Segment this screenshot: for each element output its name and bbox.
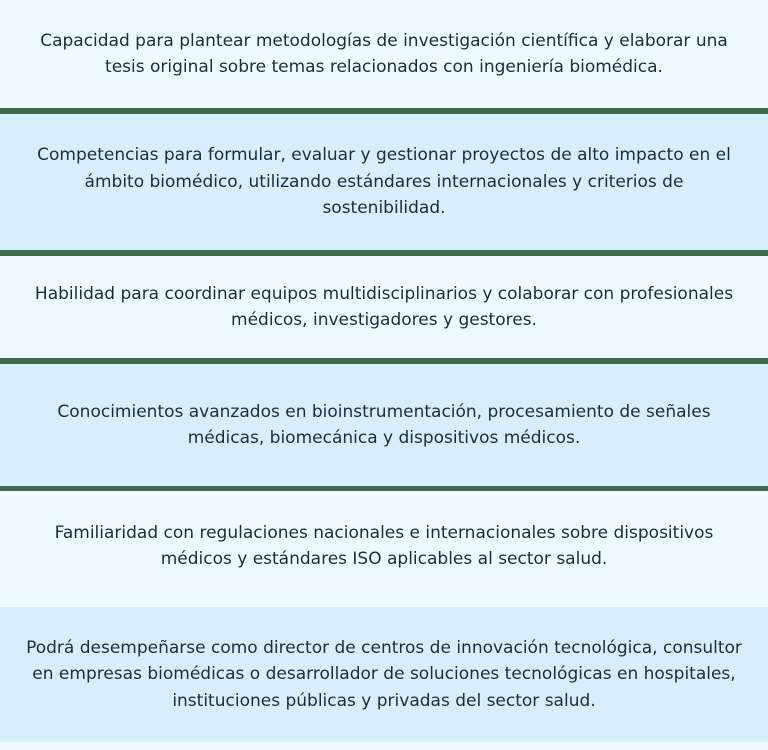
list-item	[0, 364, 768, 486]
competency-text: Conocimientos avanzados en bioinstrumentación, procesamiento de señales médicas, biomecánica y dispositivos médicos.	[57, 401, 711, 448]
list-item	[0, 607, 768, 742]
competency-text: Familiaridad con regulaciones nacionales e internacionales sobre dispositivos médicos y estándares ISO aplicables al sector salud.	[54, 522, 714, 569]
bottom-spacer	[0, 742, 768, 750]
list-item	[0, 0, 768, 108]
competency-text: Habilidad para coordinar equipos multidisciplinarios y colaborar con profesionales médicos, investigadores y gestores.	[34, 283, 734, 330]
competency-text: Capacidad para plantear metodologías de investigación científica y elaborar una tesis original sobre temas relacionados con ingeniería biomédica.	[40, 30, 728, 77]
competency-text: Competencias para formular, evaluar y gestionar proyectos de alto impacto en el ámbito biomédico, utilizando estándares internacionales y criterios de sostenibilidad.	[37, 145, 731, 219]
competency-text: Podrá desempeñarse como director de centros de innovación tecnológica, consultor en empresas biomédicas o desarrollador de soluciones tecnológicas en hospitales, instituciones públicas y privadas del sector salud.	[26, 637, 742, 711]
list-item	[0, 114, 768, 250]
list-item	[0, 256, 768, 358]
list-item	[0, 491, 768, 601]
